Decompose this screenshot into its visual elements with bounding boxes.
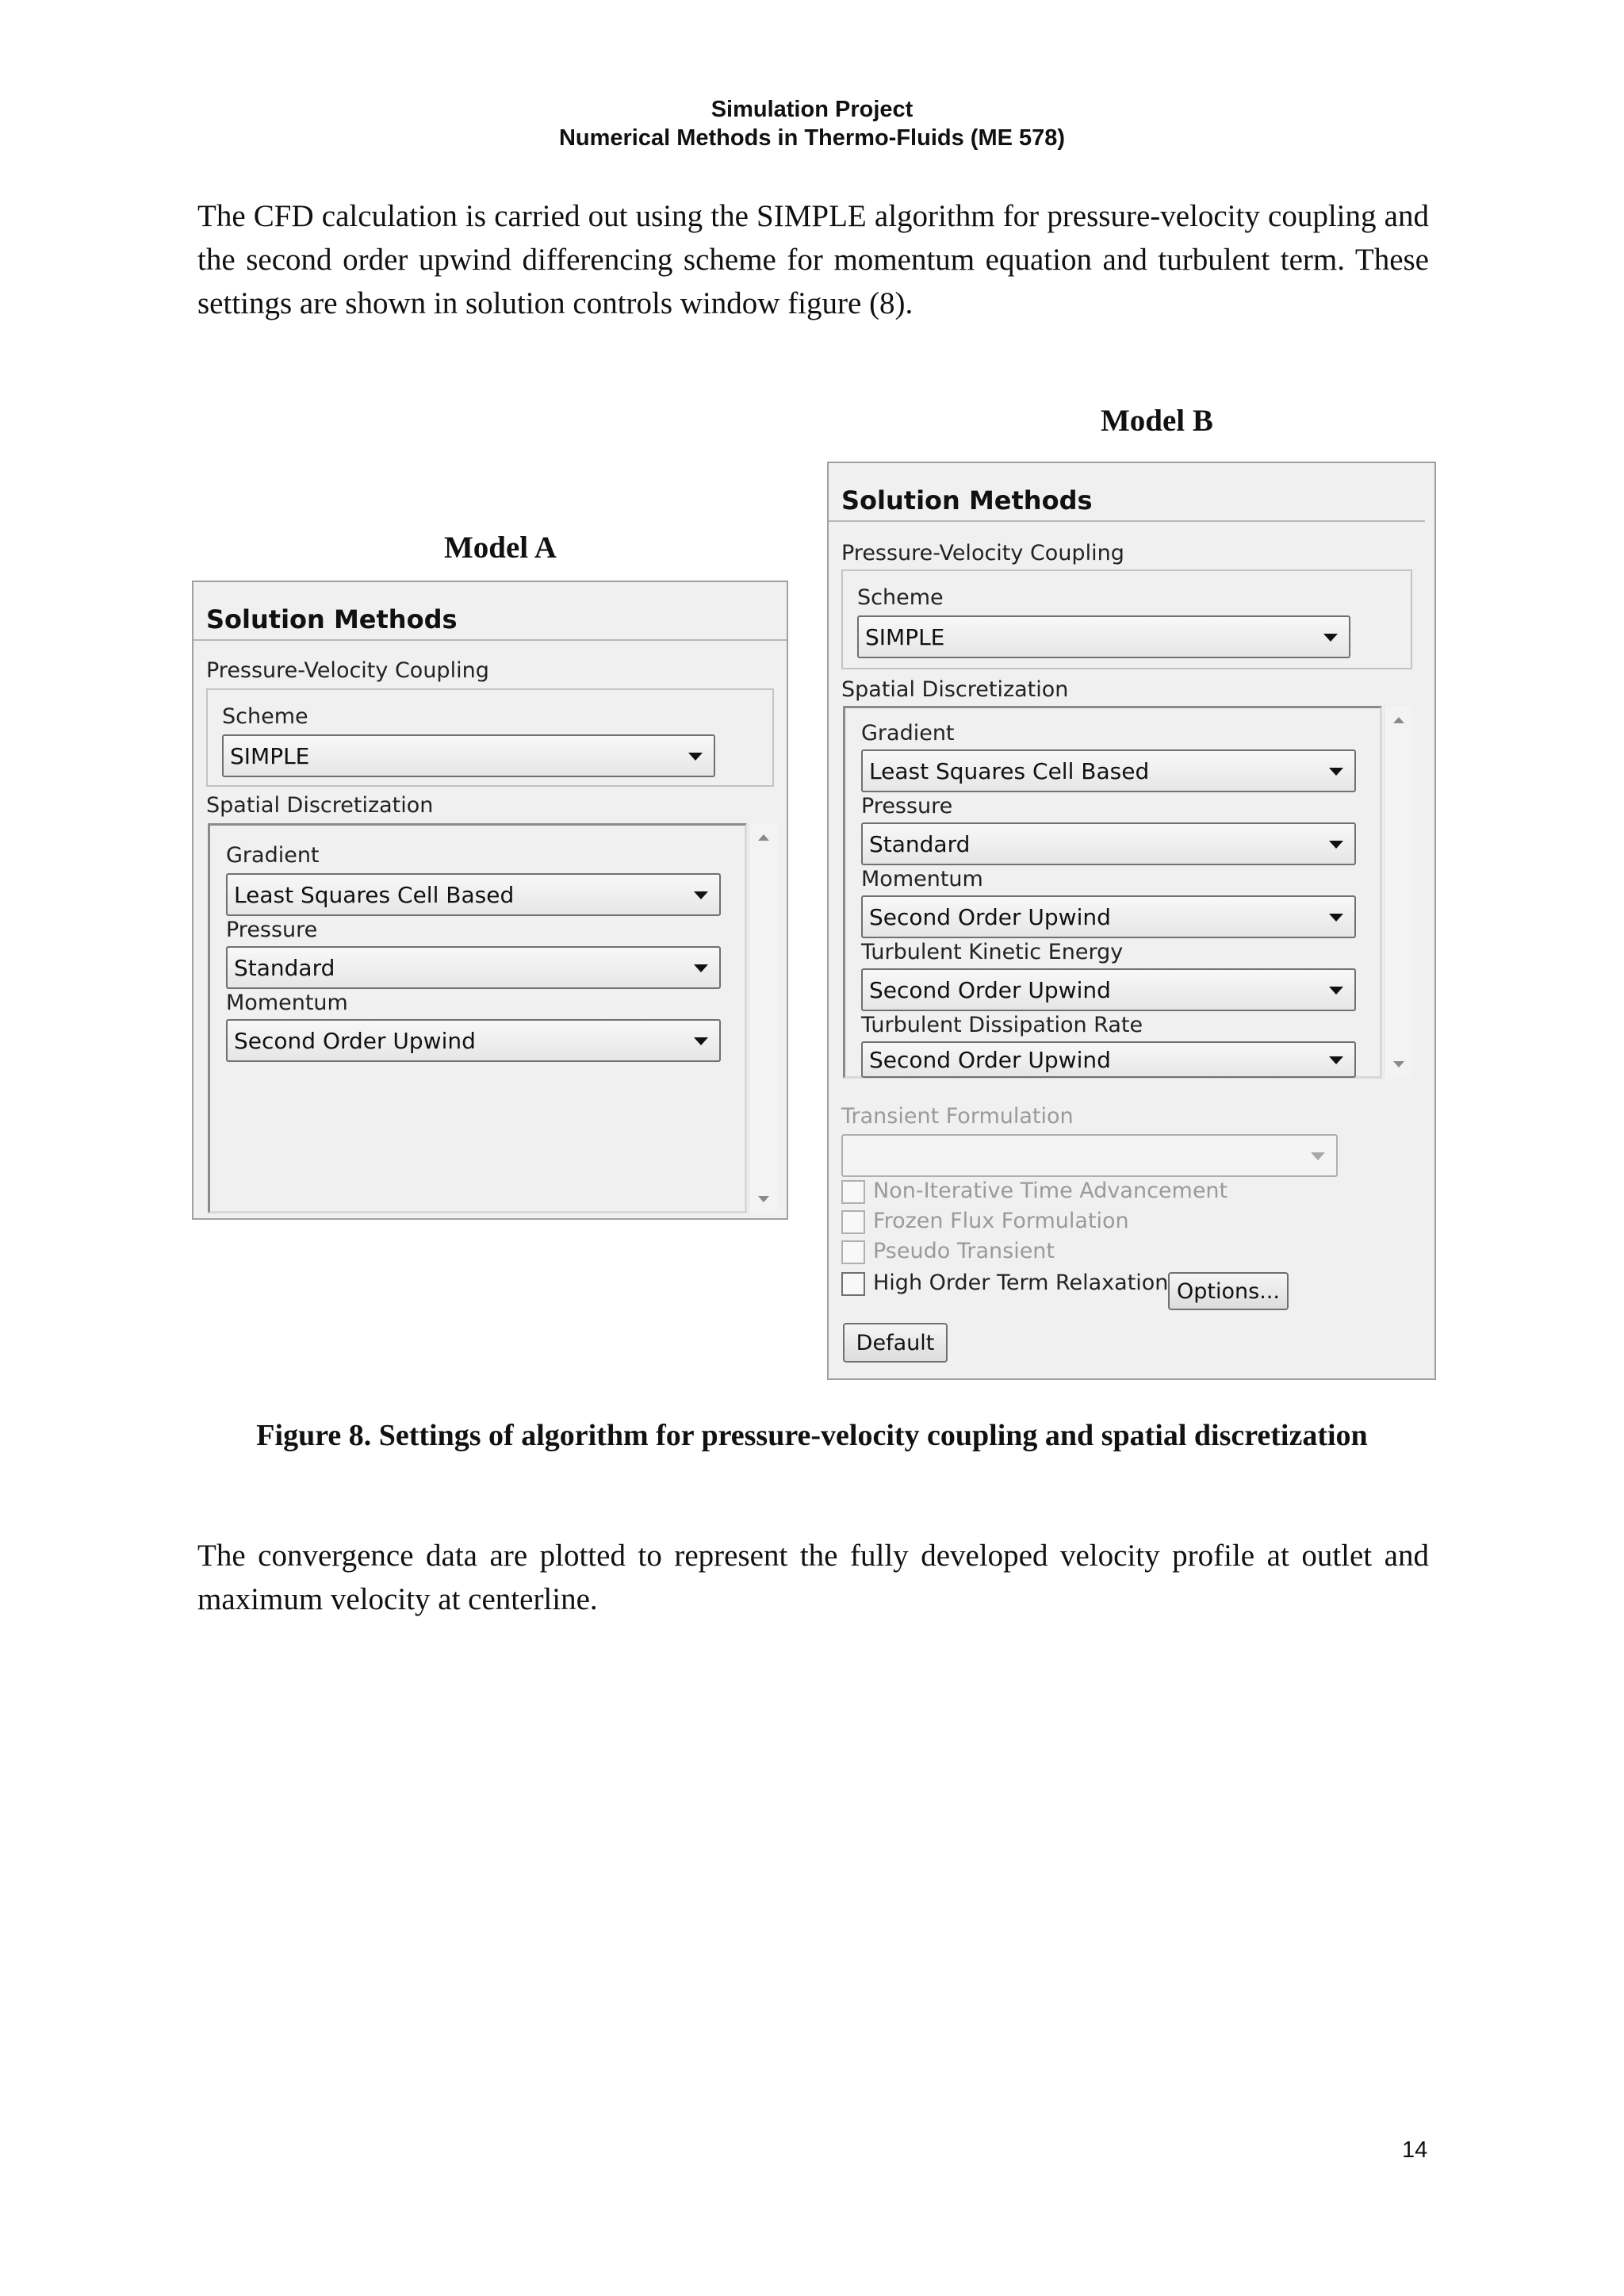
- model-b-spatial-label: Spatial Discretization: [841, 677, 1069, 702]
- model-b-tke-dropdown[interactable]: [861, 968, 1356, 1011]
- model-b-momentum-label: Momentum: [861, 867, 983, 891]
- model-b-momentum-dropdown[interactable]: [861, 895, 1356, 938]
- model-a-gradient-label: Gradient: [226, 843, 320, 868]
- model-a-momentum-label: Momentum: [226, 991, 348, 1015]
- pseudo-transient-label: Pseudo Transient: [873, 1239, 1055, 1263]
- non-iterative-checkbox[interactable]: [841, 1180, 865, 1204]
- chevron-down-icon: [1329, 1056, 1343, 1064]
- chevron-down-icon: [1329, 914, 1343, 922]
- model-b-tdr-value: Second Order Upwind: [869, 1046, 1111, 1073]
- chevron-down-icon: [694, 964, 708, 972]
- figure-caption: Figure 8. Settings of algorithm for pressure-velocity coupling and spatial discretization: [256, 1419, 1368, 1452]
- model-b-pv-coupling-label: Pressure-Velocity Coupling: [841, 541, 1124, 565]
- model-a-panel-title: Solution Methods: [206, 604, 458, 634]
- model-a-pressure-dropdown[interactable]: [226, 946, 721, 989]
- closing-paragraph: The convergence data are plotted to represent the fully developed velocity profile at outlet and maximum velocity at centerline.: [197, 1539, 1429, 1616]
- high-order-relaxation-label: High Order Term Relaxation: [873, 1271, 1169, 1295]
- model-b-tke-value: Second Order Upwind: [869, 976, 1111, 1003]
- chevron-down-icon: [694, 1037, 708, 1045]
- frozen-flux-checkbox[interactable]: [841, 1210, 865, 1234]
- chevron-down-icon: [1323, 634, 1338, 642]
- model-b-scheme-value: SIMPLE: [865, 623, 945, 650]
- model-b-transient-dropdown[interactable]: [841, 1134, 1338, 1177]
- scroll-down-icon[interactable]: [758, 1196, 769, 1202]
- model-a-gradient-value: Least Squares Cell Based: [234, 881, 515, 908]
- model-b-gradient-dropdown[interactable]: [861, 749, 1356, 792]
- scroll-up-icon[interactable]: [1393, 717, 1404, 723]
- model-a-label: Model A: [444, 531, 557, 565]
- model-b-tdr-dropdown[interactable]: [861, 1041, 1356, 1078]
- page-number: 14: [1402, 2137, 1428, 2163]
- high-order-relaxation-checkbox[interactable]: [841, 1272, 865, 1296]
- frozen-flux-label: Frozen Flux Formulation: [873, 1209, 1129, 1233]
- scroll-down-icon[interactable]: [1393, 1061, 1404, 1068]
- model-b-tdr-label: Turbulent Dissipation Rate: [861, 1013, 1143, 1037]
- chevron-down-icon: [1311, 1152, 1325, 1160]
- model-b-pressure-value: Standard: [869, 830, 971, 857]
- non-iterative-label: Non-Iterative Time Advancement: [873, 1179, 1228, 1203]
- model-b-scheme-dropdown[interactable]: [857, 615, 1350, 658]
- model-b-vertical-scrollbar[interactable]: [1384, 706, 1412, 1079]
- model-b-gradient-label: Gradient: [861, 721, 955, 746]
- model-b-panel-title: Solution Methods: [841, 485, 1093, 516]
- model-a-spatial-scroll-area: [208, 823, 747, 1213]
- model-a-pressure-value: Standard: [234, 954, 335, 981]
- chevron-down-icon: [688, 753, 703, 761]
- model-b-transient-label: Transient Formulation: [841, 1104, 1074, 1129]
- model-a-pv-coupling-label: Pressure-Velocity Coupling: [206, 658, 489, 683]
- scroll-up-icon[interactable]: [758, 834, 769, 841]
- options-button[interactable]: Options...: [1168, 1272, 1289, 1310]
- model-a-momentum-dropdown[interactable]: [226, 1019, 721, 1062]
- model-a-momentum-value: Second Order Upwind: [234, 1027, 476, 1054]
- model-b-title-divider: [829, 520, 1425, 522]
- model-a-pressure-label: Pressure: [226, 918, 318, 942]
- intro-paragraph: The CFD calculation is carried out using the SIMPLE algorithm for pressure-velocity coupling and the second order upwind differencing scheme for momentum equation and turbulent term. These settings are shown in solution controls window figure (8).: [197, 199, 1429, 320]
- model-a-scheme-value: SIMPLE: [230, 742, 310, 769]
- model-a-scheme-dropdown[interactable]: [222, 734, 715, 777]
- model-a-pv-coupling-group: [206, 688, 774, 787]
- model-b-pv-coupling-group: [841, 569, 1412, 669]
- model-b-pressure-dropdown[interactable]: [861, 822, 1356, 865]
- model-b-label: Model B: [1101, 404, 1213, 438]
- model-a-title-divider: [193, 639, 787, 641]
- model-b-momentum-value: Second Order Upwind: [869, 903, 1111, 930]
- model-a-spatial-label: Spatial Discretization: [206, 793, 434, 818]
- chevron-down-icon: [1329, 841, 1343, 849]
- chevron-down-icon: [1329, 768, 1343, 776]
- model-b-spatial-scroll-area: [843, 706, 1382, 1079]
- model-a-vertical-scrollbar[interactable]: [749, 823, 777, 1213]
- chevron-down-icon: [694, 891, 708, 899]
- chevron-down-icon: [1329, 987, 1343, 995]
- model-a-solution-methods-panel: [192, 581, 788, 1220]
- header-title: Simulation Project: [710, 97, 914, 122]
- pseudo-transient-checkbox[interactable]: [841, 1240, 865, 1264]
- model-b-solution-methods-panel: [827, 462, 1436, 1380]
- model-b-scheme-label: Scheme: [857, 585, 944, 610]
- model-b-tke-label: Turbulent Kinetic Energy: [861, 940, 1124, 964]
- model-a-scheme-label: Scheme: [222, 704, 308, 729]
- model-b-gradient-value: Least Squares Cell Based: [869, 757, 1150, 784]
- model-a-gradient-dropdown[interactable]: [226, 873, 721, 916]
- model-b-pressure-label: Pressure: [861, 794, 953, 818]
- header-course: Numerical Methods in Thermo-Fluids (ME 578): [558, 125, 1066, 151]
- default-button[interactable]: Default: [843, 1323, 948, 1363]
